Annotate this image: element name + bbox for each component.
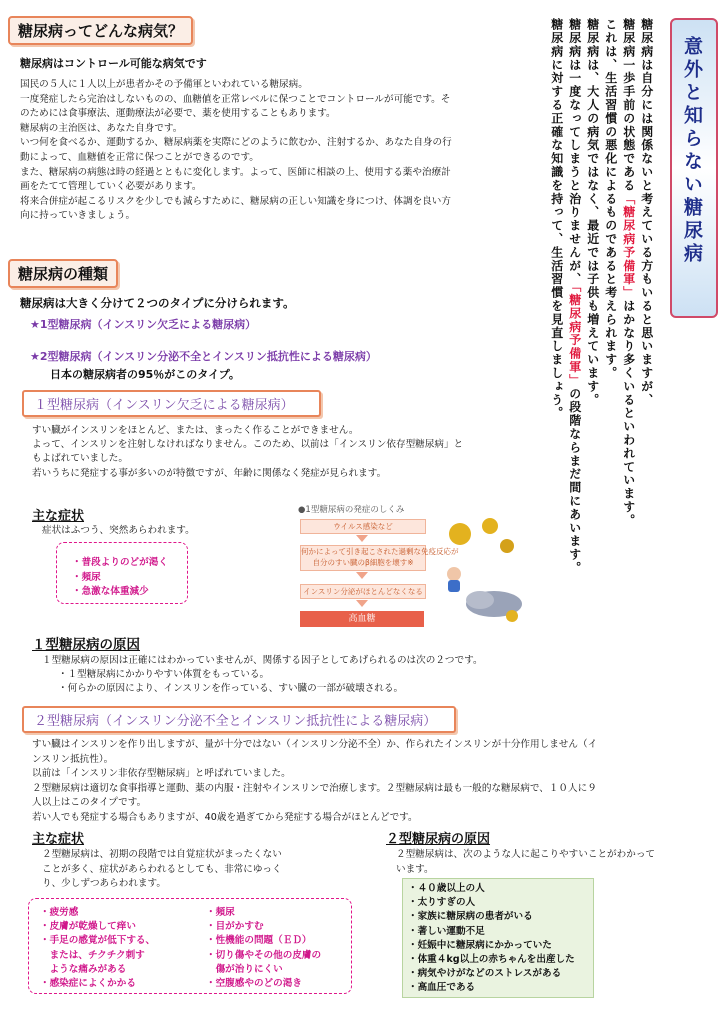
sidebar-col-3: これは、生活習慣の悪化によるものであると考えられます。 — [603, 18, 618, 380]
sidebar-col-2 — [620, 18, 637, 527]
type2-symptom-right-5: ・空腹感やのどの渇き — [206, 978, 302, 989]
diagram-step-1: ウイルス感染など — [300, 519, 426, 534]
section2-title: 糖尿病の種類 — [8, 259, 118, 288]
type2-symptom-right-1: ・目がかすむ — [206, 921, 264, 933]
section1-heading: 糖尿病はコントロール可能な病気です — [20, 57, 207, 70]
section1-line-1: 一度発症したら完治はしないものの、血糖値を正常レベルに保つことでコントロールが可能です。そ — [20, 93, 451, 105]
type2-cause-5: ・体重４kg以上の赤ちゃんを出産した — [408, 954, 575, 965]
virus-icon — [500, 539, 514, 553]
type2-cause-7: ・高血圧である — [408, 982, 476, 994]
type2-symptom-left-1: ・皮膚が乾燥して痒い — [40, 921, 136, 933]
type2-line-5: 若い人でも発症する場合もありますが、40歳を過ぎてから発症する場合がほとんどです。 — [32, 812, 418, 823]
type2-symptom-left-2: ・手足の感覚が低下する、 — [40, 935, 156, 947]
type2-symptom-right-2: ・性機能の問題（ＥＤ） — [206, 935, 312, 947]
diagram-arrow-2 — [356, 572, 368, 579]
section2-intro: 糖尿病は大きく分けて２つのタイプに分けられます。 — [20, 296, 295, 310]
diagram-arrow-1 — [356, 535, 368, 542]
type2-label: ★2型糖尿病（インスリン分泌不全とインスリン抵抗性による糖尿病） — [30, 350, 377, 363]
type2-cause-3: ・著しい運動不足 — [408, 925, 485, 937]
sidebar-col-6: 糖尿病に対する正確な知識を持って、生活習慣を見直しましょう。 — [549, 18, 564, 420]
type2-symptom-lead-2: り、少しずつあらわれます。 — [42, 878, 166, 890]
sidebar-col-2a: 糖尿病一歩手前の状態である — [621, 18, 636, 193]
sidebar-col-2c: はかなり多くいるといわれています。 — [621, 299, 636, 528]
type2-cause-lead-1: います。 — [396, 863, 434, 875]
type1-cause-title: １型糖尿病の原因 — [32, 637, 140, 653]
virus-icon — [449, 523, 471, 545]
type2-symptom-left-4: ような痛みがある — [40, 963, 127, 975]
type2-cause-6: ・病気やけがなどのストレスがある — [408, 968, 562, 980]
type1-symptoms-lead: 症状はふつう、突然あらわれます。 — [42, 525, 195, 536]
type2-line-2: 以前は「インスリン非依存型糖尿病」と呼ばれていました。 — [32, 768, 291, 780]
type2-cause-2: ・家族に糖尿病の患者がいる — [408, 911, 533, 923]
immune-cell-icon — [447, 567, 461, 581]
type1-symptoms-title: 主な症状 — [32, 509, 85, 524]
sidebar-banner-text: 意外と知らない糖尿病 — [681, 36, 703, 266]
type2-symptom-left-3: または、チクチク刺す — [40, 949, 145, 961]
type1-cause-2: ・何らかの原因により、インスリンを作っている、すい臓の一部が破壊される。 — [58, 683, 404, 694]
type1-cause-lead: １型糖尿病の原因は正確にはわかっていませんが、関係する因子としてあげられるのは次の２つです。 — [42, 655, 483, 666]
type1-symptom-2: ・急激な体重減少 — [72, 586, 149, 597]
type2-line-0: すい臓はインスリンを作り出しますが、量が十分ではない（インスリン分泌不全）か、作られたインスリンが十分作用しません（イ — [32, 739, 598, 750]
type2-symptoms-title: 主な症状 — [32, 832, 85, 847]
section1-line-7: 画をたてて管理していく必要があります。 — [20, 181, 202, 193]
type2-line-3: ２型糖尿病は適切な食事指導と運動、薬の内服・注射やインスリンで治療します。２型糖尿病は最も一般的な糖尿病で、１０人に９ — [32, 782, 597, 794]
type2-symptom-right-0: ・頻尿 — [206, 907, 235, 918]
type2-cause-4: ・妊娠中に糖尿病にかかっていた — [408, 939, 552, 951]
type2-cause-0: ・４０歳以上の人 — [408, 883, 485, 894]
type1-label: ★1型糖尿病（インスリン欠乏による糖尿病） — [30, 318, 257, 331]
type2-symptom-lead-1: ことが多く、症状があらわれるとしても、非常にゆっく — [42, 863, 282, 875]
section1-title: 糖尿病ってどんな病気？ — [8, 16, 193, 45]
type2-cause-title: ２型糖尿病の原因 — [386, 832, 491, 847]
virus-icon — [506, 610, 518, 622]
type2-note: 日本の糖尿病者の95％がこのタイプ。 — [50, 368, 240, 381]
sidebar-col-5 — [566, 18, 583, 575]
diagram-arrow-3 — [356, 600, 368, 607]
pancreas-icon — [466, 591, 494, 609]
type2-line-1: ンスリン抵抗性）。 — [32, 753, 114, 765]
type2-cause-lead-0: ２型糖尿病は、次のような人に起こりやすいことがわかって — [396, 849, 656, 860]
type1-line-1: よって、インスリンを注射しなければなりません。このため、以前は「インスリン依存型糖尿病」と — [32, 439, 464, 451]
section1-line-2: のためには食事療法、運動療法が必要で、薬を使用することもあります。 — [20, 108, 336, 120]
type2-symptom-right-3: ・切り傷やその他の皮膚の — [206, 949, 322, 961]
section1-line-5: 動によって、血糖値を正常に保つことができるのです。 — [20, 152, 259, 163]
type1-line-3: 若いうちに発症する事が多いのが特徴ですが、年齢に関係なく発症が見られます。 — [32, 467, 387, 479]
type1-symptom-0: ・普段よりのどが渇く — [72, 557, 168, 568]
diagram-step-2: 何かによって引き起こされた過剰な免疫反応が 自分のすい臓のβ細胞を壊す※ — [300, 545, 426, 571]
section1-line-6: また、糖尿病の病態は時の経過とともに変化します。よって、医師に相談の上、使用する薬や治療計 — [20, 166, 451, 178]
type1-cause-1: ・１型糖尿病にかかりやすい体質をもっている。 — [58, 669, 270, 680]
type2-title: ２型糖尿病（インスリン分泌不全とインスリン抵抗性による糖尿病） — [22, 706, 456, 733]
diagram-illustration — [432, 512, 528, 630]
type1-line-2: もよばれていました。 — [32, 453, 128, 465]
section1-line-9: 向に持っていきましょう。 — [20, 210, 136, 222]
type2-symptom-right-4: 傷が治りにくい — [206, 963, 283, 975]
type2-cause-1: ・太りすぎの人 — [408, 897, 476, 909]
sidebar-col-4: 糖尿病は、大人の病気ではなく、最近では子供も増えています。 — [585, 18, 600, 407]
sidebar-col-2b: 「糖尿病予備軍」 — [621, 192, 636, 300]
diagram-step-4: 高血糖 — [300, 611, 424, 627]
type1-symptom-1: ・頻尿 — [72, 571, 101, 583]
section1-line-4: いつ何を食べるか、運動するか、糖尿病薬を実際にどのように飲むか、注射するか、あなた自身の行 — [20, 137, 452, 149]
diagram-title: ●1型糖尿病の発症のしくみ — [298, 505, 405, 515]
section1-line-0: 国民の５人に１人以上が患者かその予備軍といわれている糖尿病。 — [20, 79, 308, 90]
type1-title: １型糖尿病（インスリン欠乏による糖尿病） — [22, 390, 321, 417]
immune-cell-icon — [448, 580, 460, 592]
virus-icon — [482, 518, 498, 534]
sidebar-col-5b: 「糖尿病予備軍」 — [567, 286, 582, 388]
section1-line-8: 将来合併症が起こるリスクを少しでも減らすために、糖尿病の正しい知識を身につけ、体調を良い方 — [20, 195, 451, 207]
diagram-step-3: インスリン分泌がほとんどなくなる — [300, 584, 426, 599]
type1-line-0: すい臓がインスリンをほとんど、または、まったく作ることができません。 — [32, 425, 359, 436]
sidebar-col-1: 糖尿病は自分には関係ないと考えている方もいると思いますが、 — [639, 18, 654, 407]
type2-symptom-left-0: ・疲労感 — [40, 907, 79, 918]
section1-line-3: 糖尿病の主治医は、あなた自身です。 — [20, 122, 183, 134]
type2-symptom-left-5: ・感染症によくかかる — [40, 978, 136, 989]
type2-line-4: 人以上はこのタイプです。 — [32, 797, 147, 809]
sidebar-col-5a: 糖尿病は一度なってしまうと治りませんが、 — [567, 18, 582, 286]
sidebar-col-5c: の段階ならまだ間にあいます。 — [567, 387, 582, 575]
type2-symptom-lead-0: ２型糖尿病は、初期の段階では自覚症状がまったくない — [42, 849, 282, 860]
